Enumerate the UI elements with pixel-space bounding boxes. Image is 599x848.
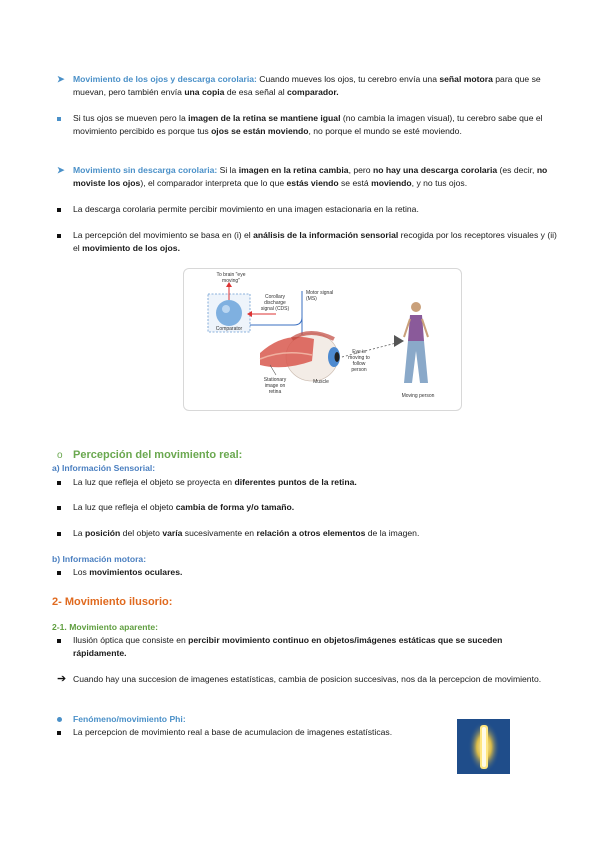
text: se está (338, 178, 372, 188)
square-bullet-icon (57, 112, 71, 125)
subsection-motor-label (52, 553, 552, 566)
square-bullet-icon (57, 501, 71, 514)
section-illusory-heading (52, 596, 552, 609)
item-eye-movement-corollary (57, 73, 557, 99)
bold-text: movimientos oculares. (89, 567, 183, 577)
item-stationary (57, 203, 557, 216)
square-bullet-icon (57, 634, 71, 647)
bold-text: ojos se están moviendo (211, 126, 309, 136)
bold-text: diferentes puntos de la retina. (234, 477, 357, 487)
bold-text: estás viendo (286, 178, 339, 188)
item-sensory-a3 (57, 527, 557, 540)
text: , no porque el mundo se esté moviendo. (308, 126, 462, 136)
section-real-movement-heading (57, 449, 557, 462)
bold-text: varía (162, 528, 183, 538)
text: Cuando hay una succesion de imagenes estatísticas, cambia de posicion succesivas, nos da la percepcion de movimiento. (73, 674, 542, 684)
text: , y no tus ojos. (411, 178, 468, 188)
bold-text: no hay una descarga corolaria (372, 165, 498, 175)
label-muscle: Muscle (313, 379, 329, 385)
corollary-discharge-figure (183, 268, 462, 411)
item-perception-basis (57, 229, 557, 255)
text: La luz que refleja el objeto se proyecta en (73, 477, 235, 487)
bold-text: movimiento de los ojos. (82, 243, 180, 253)
section-title: 2- Movimiento ilusorio: (52, 596, 173, 608)
bold-text: posición (84, 528, 121, 538)
text: recogida por los receptores visuales y (ii) el (73, 230, 557, 253)
label-cds: Corollary discharge signal (CDS) (260, 294, 290, 312)
item-no-corollary (57, 164, 557, 190)
right-arrow-icon: ➔ (57, 673, 67, 685)
arrow-bullet-icon: ➤ (57, 74, 65, 84)
text: La descarga corolaria permite percibir movimiento en una imagen estacionaria en la retina. (73, 204, 419, 214)
text: para que se muevan, pero también envía (73, 74, 541, 97)
text: Cuando mueves los ojos, tu cerebro envía una (256, 74, 440, 84)
square-bullet-icon (57, 229, 71, 242)
item-sensory-a1 (57, 476, 557, 489)
label-to-brain: To brain "eye moving" (216, 272, 246, 284)
bold-text: comparador. (287, 87, 339, 97)
bold-text: imagen en la retina cambia (238, 165, 349, 175)
subsection-label: 2-1. Movimiento aparente: (52, 622, 159, 632)
phi-phenomenon-image (457, 719, 510, 774)
text: La percepción del movimiento se basa en (i) el (73, 230, 254, 240)
item-heading: Movimiento sin descarga corolaria: (73, 165, 218, 175)
text: La luz que refleja el objeto (73, 502, 176, 512)
dot-bullet-icon (57, 713, 71, 726)
square-bullet-icon (57, 527, 71, 540)
bold-text: relación a otros elementos (256, 528, 366, 538)
item-retina-same (57, 112, 557, 138)
phi-label: Fenómeno/movimiento Phi: (73, 714, 186, 724)
bold-text: percibir movimiento continuo en objetos/imágenes estáticas que se suceden rápidamente. (73, 635, 503, 658)
label-motor-signal: Motor signal (MS) (306, 290, 334, 302)
square-bullet-icon (57, 566, 71, 579)
bold-text: moviendo (371, 178, 412, 188)
bold-text: cambia de forma y/o tamaño. (175, 502, 295, 512)
text: La (73, 528, 85, 538)
text: Ilusión óptica que consiste en (73, 635, 189, 645)
bold-text: análisis de la información sensorial (253, 230, 399, 240)
square-bullet-icon (57, 476, 71, 489)
text: Si la (217, 165, 239, 175)
item-motor-b1 (57, 566, 557, 579)
text: de esa señal al (224, 87, 288, 97)
item-sensory-a2 (57, 501, 557, 514)
text: , pero (348, 165, 373, 175)
circle-bullet-icon: o (57, 450, 63, 461)
bold-text: una copia (184, 87, 225, 97)
item-heading: Movimiento de los ojos y descarga corolaria: (73, 74, 257, 84)
square-bullet-icon (57, 203, 71, 216)
text: sucesivamente en (182, 528, 257, 538)
item-apparent-s2 (57, 673, 557, 686)
label-stationary: Stationary image on retina (263, 377, 287, 395)
bold-text: señal motora (439, 74, 493, 84)
text: (no cambia la imagen visual), tu cerebro sabe que el movimiento percibido es porque tus (73, 113, 543, 136)
subsection-label: b) Información motora: (52, 554, 147, 564)
subsection-apparent-label (52, 621, 552, 634)
label-comparator: Comparator (215, 326, 243, 332)
bold-text: imagen de la retina se mantiene igual (188, 113, 341, 123)
text: de la imagen. (365, 528, 420, 538)
phi-light-illustration (457, 719, 510, 774)
item-apparent-s1 (57, 634, 557, 660)
text: Si tus ojos se mueven pero la (73, 113, 189, 123)
text: (es decir, (497, 165, 537, 175)
square-bullet-icon (57, 726, 71, 739)
arrow-bullet-icon: ➤ (57, 165, 65, 175)
subsection-sensorial-label (52, 462, 552, 475)
text: del objeto (120, 528, 163, 538)
text: La percepcion de movimiento real a base de acumulacion de imagenes estatísticas. (73, 727, 393, 737)
bold-text: no moviste los ojos (73, 165, 548, 188)
section-title: Percepción del movimiento real: (73, 449, 243, 461)
text: ), el comparador interpreta que lo que (140, 178, 287, 188)
text: Los (73, 567, 90, 577)
label-eye-moving: Eye is moving to follow person (348, 349, 370, 373)
item-phi-s3 (57, 726, 437, 739)
subsection-label: a) Información Sensorial: (52, 463, 156, 473)
label-moving-person: Moving person (401, 393, 435, 399)
